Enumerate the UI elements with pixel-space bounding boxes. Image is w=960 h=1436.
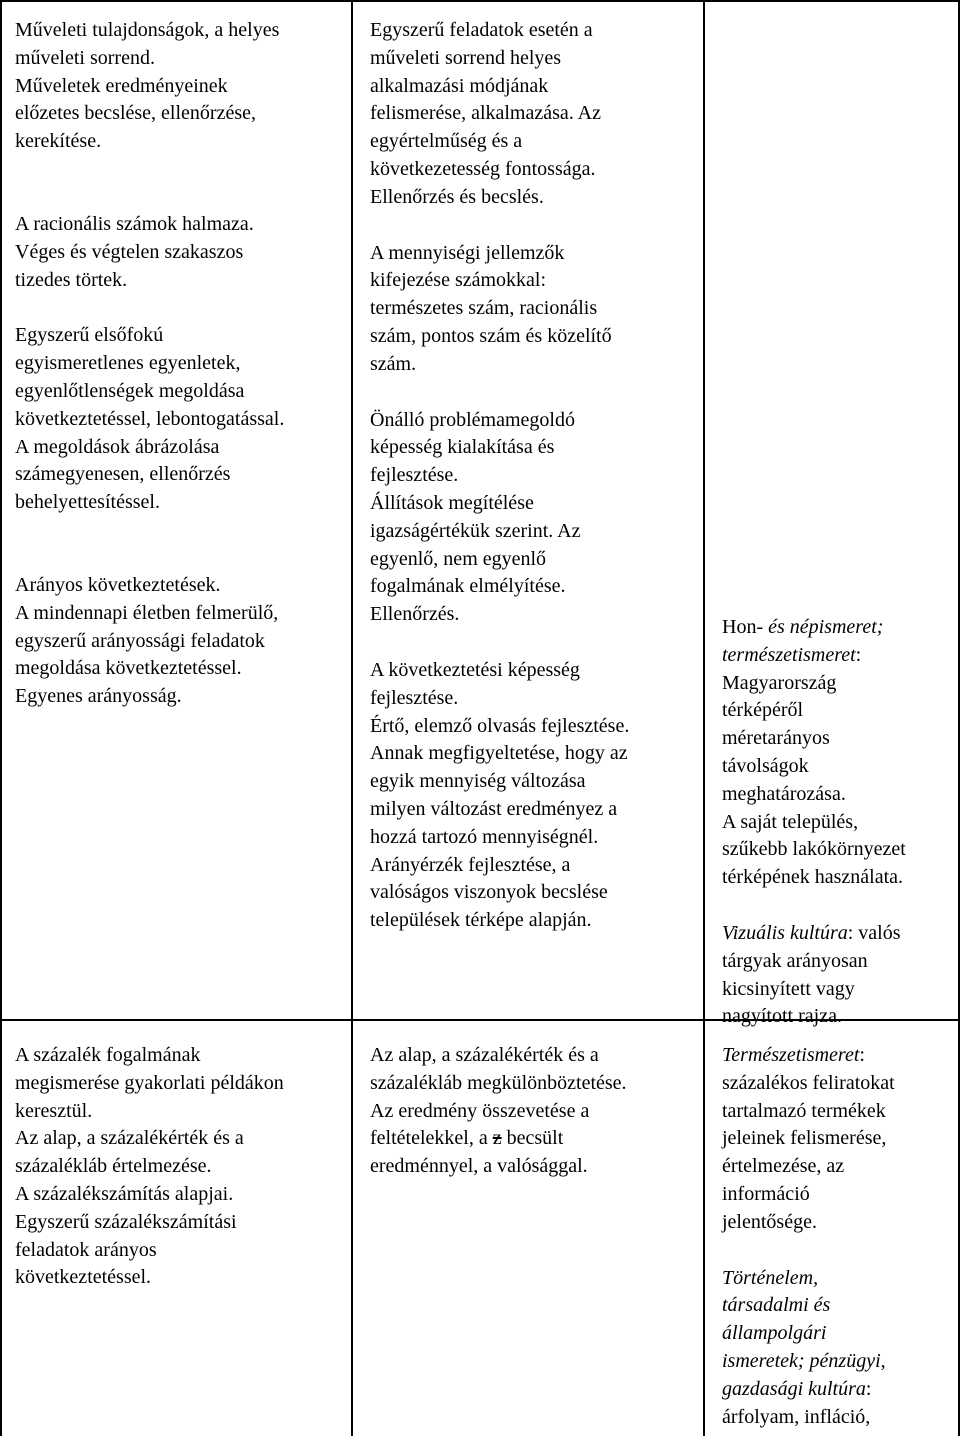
text-line: Állítások megítélése — [370, 491, 534, 514]
text-line: nagyított rajza. — [722, 1005, 842, 1028]
text-line: A százalék fogalmának — [15, 1044, 201, 1066]
text-line: Magyarország — [722, 671, 837, 694]
text-line: egyértelműség és a — [370, 130, 523, 153]
text-line: Ellenőrzés és becslés. — [370, 185, 544, 208]
text-line: százalékos feliratokat — [722, 1071, 895, 1094]
text-line: valóságos viszonyok becslése — [370, 881, 608, 904]
text-fragment: : valós — [847, 921, 901, 944]
text-line: műveleti sorrend. — [15, 46, 155, 69]
text-line: egyenlőtlenségek megoldása — [15, 379, 245, 402]
text-line: Értő, elemző olvasás fejlesztése. — [370, 714, 630, 737]
text-fragment: : — [859, 1044, 865, 1066]
text-line: feladatok arányos — [15, 1238, 157, 1261]
text-line: egyismeretlenes egyenletek, — [15, 352, 241, 375]
text-line: Az eredmény összevetése a — [370, 1099, 590, 1122]
row1-col1-cell — [15, 17, 345, 711]
text-line: igazságértékük szerint. Az — [370, 519, 581, 542]
row2-col1-cell — [15, 1042, 345, 1292]
text-line: települések térképe alapján. — [370, 909, 592, 932]
paragraph — [370, 657, 700, 935]
text-fragment: becsült — [501, 1127, 564, 1150]
struck-letter: z — [492, 1127, 502, 1150]
text-line: Az alap, a százalékérték és a — [15, 1127, 244, 1150]
text-line: árfolyam, infláció, — [722, 1405, 871, 1428]
text-line: milyen változást eredményez a — [370, 797, 618, 820]
text-line: A mindennapi életben felmerülő, — [15, 601, 279, 624]
text-line: természetes szám, racionális — [370, 297, 598, 320]
subject-label: gazdasági kultúra — [722, 1377, 866, 1400]
subject-label: állampolgári — [722, 1322, 827, 1345]
text-fragment: : — [855, 643, 862, 666]
paragraph — [370, 17, 700, 212]
text-line: fogalmának elmélyítése. — [370, 575, 566, 598]
text-line: A következtetési képesség — [370, 658, 580, 681]
subject-label: Történelem, — [722, 1266, 819, 1289]
text-line: értelmezése, az — [722, 1155, 845, 1178]
text-line: megoldása következtetéssel. — [15, 657, 242, 680]
paragraph — [370, 1042, 700, 1181]
paragraph — [15, 322, 345, 517]
subject-label: Természetismeret — [722, 1044, 860, 1066]
text-line: információ — [722, 1182, 810, 1205]
text-line: szám. — [370, 352, 417, 375]
paragraph — [722, 1042, 958, 1237]
subject-label: Vizuális kultúra — [722, 921, 848, 944]
row1-col2-cell — [370, 17, 700, 935]
row2-col3-cell — [722, 1042, 958, 1431]
text-line: szűkebb lakókörnyezet — [722, 838, 906, 861]
paragraph — [370, 240, 700, 379]
text-fragment: feltételekkel, a — [370, 1127, 493, 1150]
text-line: alkalmazási módjának — [370, 74, 549, 97]
paragraph — [722, 1265, 958, 1432]
text-line: Egyszerű elsőfokú — [15, 324, 164, 347]
text-line: képesség kialakítása és — [370, 436, 555, 459]
text-line: megismerése gyakorlati példákon — [15, 1071, 284, 1094]
text-line: százalékláb megkülönböztetése. — [370, 1071, 627, 1094]
text-line: fejlesztése. — [370, 464, 459, 487]
text-line: térképéről — [722, 699, 804, 722]
text-line: jelentősége. — [722, 1210, 817, 1233]
text-line: egyik mennyiség változása — [370, 770, 586, 793]
subject-label: ismeretek; pénzügyi, — [722, 1349, 886, 1372]
text-line: Annak megfigyeltetése, hogy az — [370, 742, 628, 765]
text-line: felismerése, alkalmazása. Az — [370, 102, 601, 125]
text-line: következtetéssel. — [15, 1266, 152, 1289]
text-line: tizedes törtek. — [15, 268, 128, 291]
text-line: A mennyiségi jellemzők — [370, 241, 565, 264]
paragraph — [15, 211, 345, 294]
text-fragment: Hon- — [722, 616, 769, 638]
text-line: műveleti sorrend helyes — [370, 46, 562, 69]
text-line: A megoldások ábrázolása — [15, 435, 220, 458]
paragraph — [15, 1042, 345, 1292]
text-line: tartalmazó termékek — [722, 1099, 886, 1122]
text-line: keresztül. — [15, 1099, 93, 1122]
text-line: Arányérzék fejlesztése, a — [370, 853, 571, 876]
paragraph — [15, 17, 345, 156]
text-line: A racionális számok halmaza. — [15, 212, 254, 235]
text-line: Az alap, a százalékérték és a — [370, 1044, 599, 1066]
text-fragment: : — [865, 1377, 872, 1400]
text-line: tárgyak arányosan — [722, 949, 868, 972]
text-line: Arányos következtetések. — [15, 573, 221, 596]
subject-label: társadalmi és — [722, 1294, 831, 1317]
text-line: egyenlő, nem egyenlő — [370, 547, 547, 570]
text-line: behelyettesítéssel. — [15, 491, 160, 514]
text-line: fejlesztése. — [370, 686, 459, 709]
text-line: következetesség fontossága. — [370, 157, 596, 180]
text-line: előzetes becslése, ellenőrzése, — [15, 102, 256, 125]
row1-col3-cell — [722, 614, 958, 1031]
subject-label: természetismeret — [722, 643, 856, 666]
column-divider-2 — [703, 0, 705, 1436]
text-line: következtetéssel, lebontogatással. — [15, 407, 285, 430]
text-line: Műveletek eredményeinek — [15, 74, 228, 97]
text-line: kicsinyített vagy — [722, 977, 855, 1000]
column-divider-1 — [351, 0, 353, 1436]
text-line: számegyenesen, ellenőrzés — [15, 463, 231, 486]
paragraph — [370, 407, 700, 629]
text-line: A saját település, — [722, 810, 859, 833]
text-line: Egyszerű feladatok esetén a — [370, 19, 593, 41]
text-line: szám, pontos szám és közelítő — [370, 324, 612, 347]
text-line: Ellenőrzés. — [370, 603, 460, 626]
subject-label: és népismeret; — [768, 616, 884, 638]
row2-col2-cell — [370, 1042, 700, 1181]
text-line: kifejezése számokkal: — [370, 269, 547, 292]
text-line: A százalékszámítás alapjai. — [15, 1182, 234, 1205]
text-line: egyszerű arányossági feladatok — [15, 629, 265, 652]
text-line: Egyenes arányosság. — [15, 685, 182, 708]
text-line: távolságok — [722, 754, 809, 777]
text-line: Véges és végtelen szakaszos — [15, 240, 244, 263]
text-line: kerekítése. — [15, 130, 102, 153]
text-line: Egyszerű százalékszámítási — [15, 1210, 237, 1233]
text-line: meghatározása. — [722, 782, 846, 805]
paragraph — [722, 614, 958, 892]
paragraph — [15, 572, 345, 711]
text-line: térképének használata. — [722, 866, 904, 889]
paragraph — [722, 920, 958, 1031]
text-line: százalékláb értelmezése. — [15, 1155, 212, 1178]
text-line: méretarányos — [722, 727, 830, 750]
text-line: Műveleti tulajdonságok, a helyes — [15, 19, 280, 41]
text-line: Önálló problémamegoldó — [370, 408, 575, 431]
text-line: eredménnyel, a valósággal. — [370, 1155, 588, 1178]
text-line: jeleinek felismerése, — [722, 1127, 887, 1150]
text-line: hozzá tartozó mennyiségnél. — [370, 825, 599, 848]
